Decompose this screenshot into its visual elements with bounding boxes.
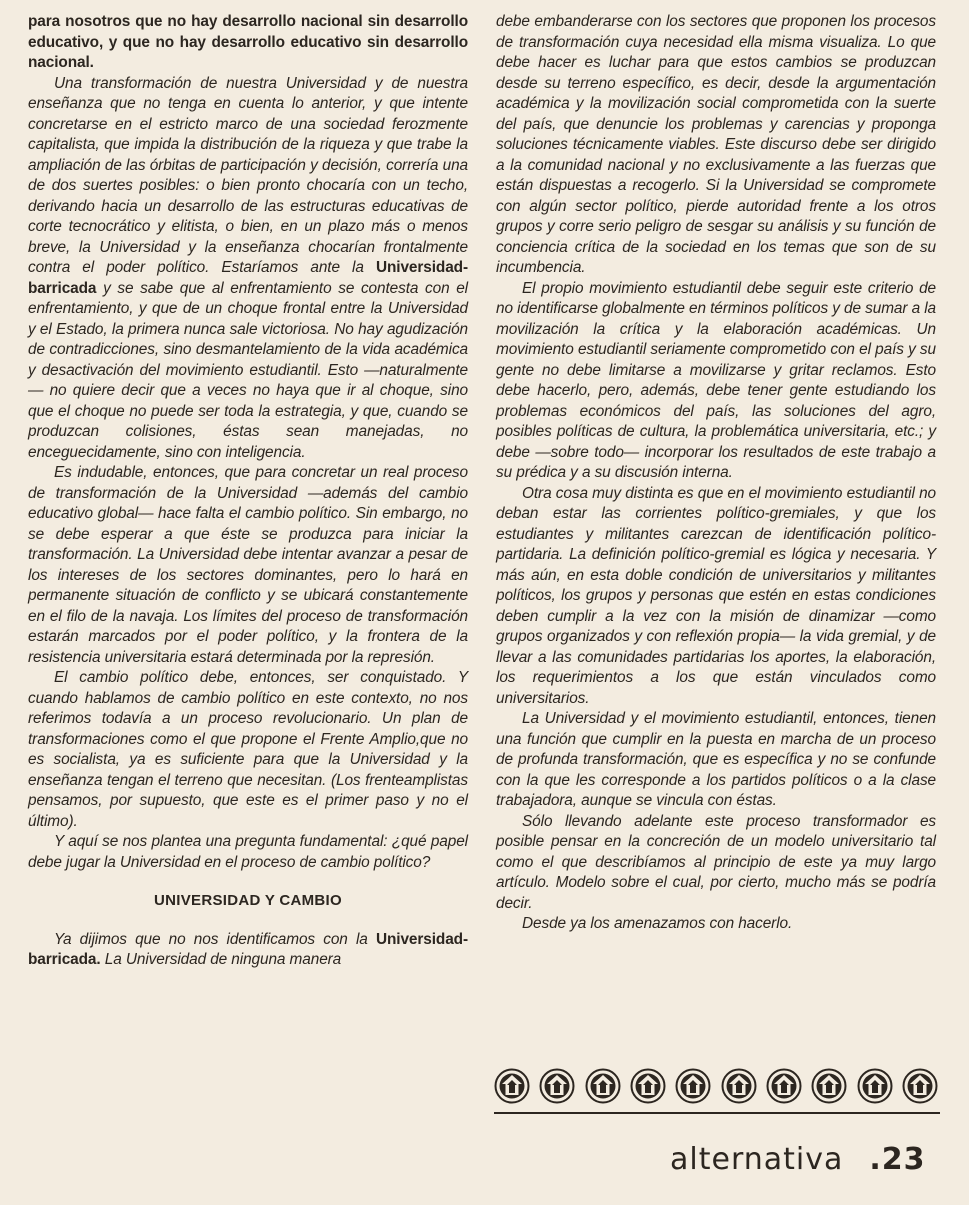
paragraph: Y aquí se nos plantea una pregunta fundamental: ¿qué papel debe jugar la Universidad en el proceso de cambio político? [28, 833, 468, 871]
house-emblem-icon [630, 1068, 666, 1104]
house-emblem-icon [857, 1068, 893, 1104]
right-column [496, 12, 936, 935]
paragraph: Sólo llevando adelante este proceso transformador es posible pensar en la concreción de un modelo universitario tal como el que describíamos al principio de este ya muy largo artículo. Modelo sobre el cual, por cierto, mucho más se podría decir. [496, 812, 936, 912]
house-emblem-icon [811, 1068, 847, 1104]
paragraph: El cambio político debe, entonces, ser conquistado. Y cuando hablamos de cambio político en este contexto, no nos referimos todavía a un proceso revolucionario. Un plan de transformaciones como el que propone el Frente Amplio,que no es socialista, ya es suficiente para que la Universidad y la enseñanza tengan el terreno que necesitan. (Los frenteamplistas pensamos, por supuesto, que este es el primer paso y no el último). [28, 669, 468, 830]
divider [494, 1112, 940, 1114]
paragraph-text: y se sabe que al enfrentamiento se contesta con el enfrentamiento, y que de un choque frontal entre la Universidad y el Estado, la primera nunca sale victoriosa. No hay agudización de contradicciones, sino desmantelamiento de la vida académica y desactivación del movimiento estudiantil. Esto —naturalmente— no quiere decir que a veces no haya que ir al choque, sino que el choque no puede ser toda la estrategia, y que, cuando se produzcan colisiones, éstas sean manejadas, no enceguecidamente, sino con inteligencia. [28, 279, 468, 461]
lead-paragraph: para nosotros que no hay desarrollo nacional sin desarrollo educativo, y que no hay desarrollo educativo sin desarrollo nacional. [28, 13, 468, 71]
ornament-row [494, 1068, 938, 1104]
paragraph [28, 930, 468, 971]
paragraph: Desde ya los amenazamos con hacerlo. [522, 915, 793, 932]
paragraph-text: La Universidad de ninguna manera [104, 951, 342, 968]
house-emblem-icon [902, 1068, 938, 1104]
bold-term: Universidad-barricada. [28, 930, 468, 968]
paragraph: La Universidad y el movimiento estudiantil, entonces, tienen una función que cumplir en la puesta en marcha de un proceso de profunda transformación, que es específica y no se confunde con la que les corresponde a los partidos políticos o a la clase trabajadora, aunque se vincula con éstas. [496, 710, 936, 809]
paragraph [28, 74, 468, 464]
house-emblem-icon [766, 1068, 802, 1104]
paragraph: debe embanderarse con los sectores que proponen los procesos de transformación cuya necesidad ella misma visualiza. Lo que debe hacer es luchar para que estos cambios se produzcan desde su terreno específico, es decir, desde la argumentación académica y la movilización social comprometida con la suerte del país, que denuncie los problemas y carencias y proponga soluciones técnicamente viables. Este discurso debe ser dirigido a la comunidad nacional y no exclusivamente a las fuerzas que están dispuestas a recogerlo. Si la Universidad se compromete con algún sector político, pierde autoridad frente a los otros grupos y corre serio peligro de sesgar su análisis y su función de conciencia crítica de la sociedad en los temas que son de su incumbencia. [496, 13, 936, 276]
paragraph: Otra cosa muy distinta es que en el movimiento estudiantil no deban estar las corrientes político-gremiales, y que los estudiantes y militantes carezcan de identificación político-partidaria. La definición político-gremial es lógica y necesaria. Y más aún, en esta doble condición de universitarios y militantes políticos, los grupos y personas que estén en estas condiciones deben cumplir a la vez con la misión de dinamizar —como grupos organizados y con reflexión propia— la vida gremial, y de llevar a las comunidades partidarias los aportes, la elaboración, los requerimientos a los que están vinculados como universitarios. [496, 484, 936, 707]
bold-term: Universidad-barricada [28, 259, 468, 297]
paragraph-text: Una transformación de nuestra Universidad y de nuestra enseñanza que no tenga en cuenta lo anterior, y que intente concretarse en el estricto marco de una sociedad ferozmente capitalista, que impida la distribución de la riqueza y que trabe la ampliación de las órbitas de participación y decisión, correría una de dos suertes posibles: o bien pronto chocaría con un techo, derivando hacia un desarrollo de las estructuras educativas de corte tecnocrático y elitista, o bien, en un plazo más o menos breve, la Universidad y la enseñanza chocarían frontalmente contra el poder político. Estaríamos ante la [28, 74, 468, 276]
paragraph-text: Ya dijimos que no nos identificamos con la [54, 930, 368, 948]
page-footer [670, 1142, 926, 1177]
paragraph: El propio movimiento estudiantil debe seguir este criterio de no identificarse globalmente en términos políticos y de sumar a la movilización la crítica y la elaboración académicas. Un movimiento estudiantil seriamente comprometido con el país y su gente no debe limitarse a movilizarse y gritar reclamos. Esto debe hacerlo, pero, además, debe tener gente estudiando los problemas económicos del país, las soluciones del agro, posibles políticas de cultura, la problemática universitaria, etc.; y debe —sobre todo— incorporar los resultados de este trabajo a su prédica y a su discusión interna. [496, 279, 936, 481]
magazine-name: alternativa [670, 1142, 844, 1177]
section-heading: UNIVERSIDAD Y CAMBIO [154, 892, 342, 909]
house-emblem-icon [539, 1068, 575, 1104]
left-column [28, 12, 468, 971]
page-number: .23 [869, 1142, 926, 1177]
house-emblem-icon [585, 1068, 621, 1104]
house-emblem-icon [721, 1068, 757, 1104]
house-emblem-icon [675, 1068, 711, 1104]
house-emblem-icon [494, 1068, 530, 1104]
paragraph: Es indudable, entonces, que para concretar un real proceso de transformación de la Universidad —además del cambio educativo global— hace falta el cambio político. Sin embargo, no se debe esperar a que éste se produzca para iniciar la transformación. La Universidad debe intentar avanzar a pesar de los intereses de los sectores dominantes, pero lo hará en permanente situación de conflicto y se ubicará constantemente en el filo de la navaja. Los límites del proceso de transformación estarán marcados por el poder político, y la frontera de la resistencia universitaria estará determinada por la represión. [28, 464, 468, 666]
